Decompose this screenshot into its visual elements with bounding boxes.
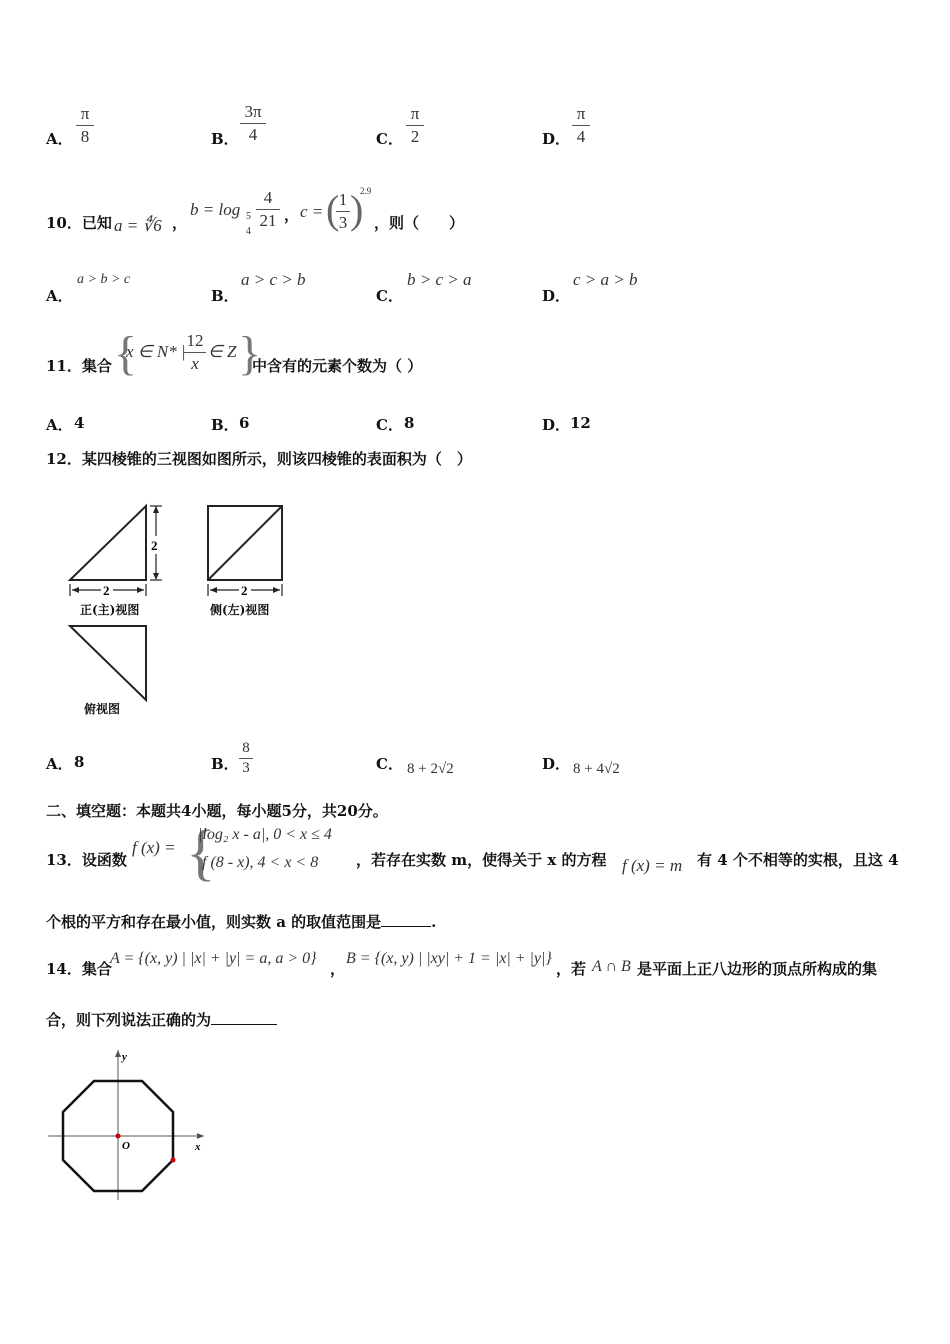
q12-dim-width-front: 2 (103, 583, 110, 598)
q14-octagon-figure (44, 1044, 214, 1204)
q11-option-c-letter: C． (376, 416, 403, 434)
q11-option-b-text: 6 (239, 414, 250, 432)
q14-answer-blank[interactable] (211, 1024, 277, 1025)
q14-axis-x-label: x (195, 1141, 201, 1153)
q9-option-a-letter: A． (46, 130, 73, 148)
q13-line-2: 个根的平方和存在最小值，则实数 a 的取值范围是 . (46, 913, 437, 931)
q9-option-d-letter: D． (542, 130, 571, 148)
q10-option-d-text: c > a > b (573, 270, 638, 289)
q10-suffix: ，则（ ） (374, 214, 465, 232)
q12-option-c-letter: C． (376, 755, 403, 773)
vertex-point (171, 1158, 176, 1163)
q11-right-brace: } (238, 327, 262, 380)
q11-number: 11．集合 (46, 357, 112, 375)
q11-option-d-text: 12 (570, 414, 591, 432)
q10-c-right-paren: ) (350, 187, 364, 232)
q12-dim-width-side: 2 (241, 583, 248, 598)
q9-option-d-fraction: $\frac{\pi}{4}$ (572, 104, 590, 147)
q11-left-brace: { (114, 327, 138, 380)
q10-b-base-num: 5 (246, 211, 251, 222)
q14-axis-y-label: y (122, 1051, 127, 1063)
q12-option-d-letter: D． (542, 755, 571, 773)
q13-answer-blank[interactable] (381, 926, 431, 927)
q9-option-a-fraction: $\frac{\pi}{8}$ (76, 104, 94, 147)
q10-b-fraction: $\frac{4}{21}$ (256, 188, 280, 231)
q10-option-a-letter: A． (46, 287, 73, 305)
q13-number: 13．设函数 (46, 851, 127, 869)
q13-tail: 有 4 个不相等的实根，且这 4 (697, 851, 899, 869)
q10-c-prefix: c = (300, 202, 324, 221)
q12-option-b-fraction: $\frac{8}{3}$ (239, 740, 253, 777)
q12-dim-height: 2 (151, 538, 158, 553)
q11-set-left: x ∈ N* | (126, 342, 186, 361)
q11-set-fraction: $\frac{12}{x}$ (184, 331, 206, 374)
q12-option-d-text: 8 + 4√2 (573, 761, 620, 777)
q13-mid: ，若存在实数 m，使得关于 x 的方程 (356, 851, 607, 869)
q12-option-c-text: 8 + 2√2 (407, 761, 454, 777)
q14-tail: 是平面上正八边形的顶点所构成的集 (637, 960, 878, 978)
q10-option-b-text: a > c > b (241, 270, 306, 289)
q12-top-caption: 俯视图 (84, 702, 121, 716)
q13-left-brace: { (186, 819, 216, 887)
q12-option-b-letter: B． (211, 755, 239, 773)
q11-option-b-letter: B． (211, 416, 239, 434)
q10-option-b-letter: B． (211, 287, 239, 305)
q12-front-caption: 正(主)视图 (80, 603, 140, 617)
q10-option-c-text: b > c > a (407, 270, 472, 289)
q14-line-2: 合，则下列说法正确的为 (46, 1009, 277, 1030)
q12-side-caption: 侧(左)视图 (210, 603, 270, 617)
q9-option-b-fraction: $\frac{3\pi}{4}$ (240, 102, 266, 145)
q10-option-c-letter: C． (376, 287, 403, 305)
q10-c-exponent: 2.9 (360, 186, 372, 196)
q13-equation: f (x) = m (622, 856, 683, 875)
q14-comma: ， (330, 960, 346, 978)
top-view-triangle (70, 626, 146, 700)
q10-comma-1: ， (172, 214, 188, 232)
q10-option-a-text: a > b > c (77, 272, 131, 287)
q10-b-prefix: b = log (190, 200, 241, 219)
q14-mid: ，若 (556, 960, 587, 978)
q11-option-d-letter: D． (542, 416, 571, 434)
q12-stem: 12．某四棱锥的三视图如图所示，则该四棱锥的表面积为（ ） (46, 450, 472, 468)
q11-set-right: ∈ Z (208, 342, 237, 361)
q13-f-lhs: f (x) = (132, 838, 176, 857)
q14-set-b: B = {(x, y) | |xy| + 1 = |x| + |y|} (346, 950, 552, 967)
q14-intersection: A ∩ B (592, 958, 631, 975)
q9-option-c-fraction: $\frac{\pi}{2}$ (406, 104, 424, 147)
section-2-title: 二、填空题：本题共4小题，每小题5分，共20分。 (46, 802, 388, 820)
q10-option-d-letter: D． (542, 287, 571, 305)
q11-option-c-text: 8 (404, 414, 415, 432)
q10-comma-2: ， (284, 206, 300, 224)
q14-origin-label: O (122, 1140, 130, 1152)
q9-option-b-letter: B． (211, 130, 239, 148)
origin-point (116, 1134, 121, 1139)
q12-option-a-text: 8 (74, 753, 85, 771)
q11-option-a-text: 4 (74, 414, 85, 432)
q12-option-a-letter: A． (46, 755, 73, 773)
q14-number: 14．集合 (46, 960, 112, 978)
q10-c-left-paren: ( (326, 187, 340, 232)
q13-case-2: f (8 - x), 4 < x < 8 (202, 854, 319, 871)
front-view-triangle (70, 506, 146, 580)
q14-set-a: A = {(x, y) | |x| + |y| = a, a > 0} (110, 950, 317, 967)
q10-b-base-den: 4 (246, 226, 251, 237)
q11-option-a-letter: A． (46, 416, 73, 434)
q10-number: 10．已知 (46, 214, 112, 232)
q13-case-1: |log₂ x - a|, 0 < x ≤ 4 (198, 826, 332, 843)
q9-option-c-letter: C． (376, 130, 403, 148)
q10-a-expression: a = ∜6 (114, 216, 162, 235)
q10-c-fraction: $\frac{1}{3}$ (336, 190, 350, 233)
q11-suffix: 中含有的元素个数为（ ） (252, 357, 423, 375)
